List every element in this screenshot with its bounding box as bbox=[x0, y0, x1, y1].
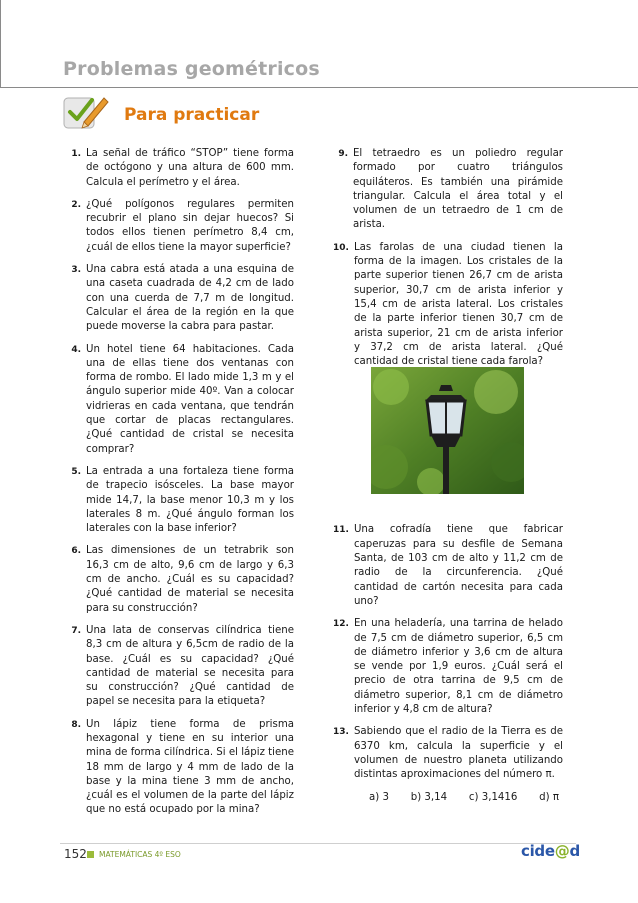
problem-text: Una lata de conservas cilíndrica tiene 8,3 cm de altura y 6,5cm de radio de la base. ¿Cuál es su capacidad? ¿Qué cantidad de material se necesita para su construcción? ¿Qué cantidad de papel se necesita para la etiqueta? bbox=[86, 624, 294, 708]
problem-item bbox=[64, 198, 294, 255]
problem-text: Sabiendo que el radio de la Tierra es de 6370 km, calcula la superficie y el volumen de nuestro planeta utilizando distintas aproximaciones del número π. bbox=[353, 726, 563, 781]
brand-logo: cide@d bbox=[521, 842, 580, 860]
problem-item bbox=[64, 343, 294, 457]
problem-number: 10. bbox=[333, 242, 349, 253]
problem-number: 9. bbox=[338, 149, 348, 159]
problem-number: 13. bbox=[333, 727, 349, 738]
problem-number: 6. bbox=[71, 546, 81, 557]
problem-number: 5. bbox=[71, 466, 81, 477]
pi-option: d) π bbox=[539, 791, 559, 803]
problem-text: La entrada a una fortaleza tiene forma de trapecio isósceles. La base mayor mide 14,7, la base menor 10,3 m y los laterales 8 m. ¿Qué ángulo forman los laterales con la base inferior? bbox=[86, 465, 294, 535]
footer-square-icon bbox=[87, 851, 94, 858]
problem-item bbox=[333, 617, 563, 717]
problem-text: Un hotel tiene 64 habitaciones. Cada una de ellas tiene dos ventanas con forma de rombo. El lado mide 1,3 m y el ángulo superior mide 40º. Van a colocar vidrieras en cada ventana, que tendrán que cortar de placas rectangulares. ¿Qué cantidad de cristal se necesita comprar? bbox=[86, 343, 294, 455]
problem-number: 12. bbox=[333, 619, 349, 630]
problem-number: 7. bbox=[71, 625, 81, 636]
problem-text: ¿Qué polígonos regulares permiten recubrir el plano sin dejar huecos? Si todos ellos tienen perímetro 8,4 cm, ¿cuál de ellos tiene la mayor superficie? bbox=[86, 198, 294, 253]
problem-text: El tetraedro es un poliedro regular formado por cuatro triángulos equiláteros. Es también una pirámide triangular. Calcula el área total y el volumen de un tetraedro de 1 cm de arista. bbox=[353, 148, 563, 231]
pi-option: b) 3,14 bbox=[410, 791, 448, 803]
pencil-checklist-icon bbox=[62, 92, 110, 132]
problem-number: 1. bbox=[71, 149, 81, 159]
problem-item bbox=[64, 263, 294, 334]
problem-text: En una heladería, una tarrina de helado de 7,5 cm de diámetro superior, 6,5 cm de diámetro inferior y 3,6 cm de altura se vende por 1,9 euros. ¿Cuál será el precio de otra tarrina de 9,5 cm de diámetro superior, 8,1 cm de diámetro inferior y 4,8 cm de altura? bbox=[353, 618, 563, 716]
problem-item bbox=[64, 465, 294, 536]
pi-option: c) 3,1416 bbox=[468, 791, 518, 803]
problem-item bbox=[64, 147, 294, 190]
pi-option: a) 3 bbox=[369, 791, 389, 803]
problem-item bbox=[64, 624, 294, 710]
problems-left-column bbox=[64, 147, 294, 826]
problem-item bbox=[64, 718, 294, 818]
problem-item bbox=[333, 523, 563, 609]
problem-item bbox=[333, 147, 563, 233]
problem-number: 11. bbox=[333, 525, 349, 536]
street-lamp-photo bbox=[371, 367, 524, 494]
footer-subject: MATEMÁTICAS 4º ESO bbox=[99, 850, 181, 859]
problem-text: Las dimensiones de un tetrabrik son 16,3 cm de alto, 9,6 cm de largo y 6,3 cm de ancho. ¿Cuál es su capacidad? ¿Qué cantidad de material se necesita para su construcción? bbox=[86, 545, 294, 614]
pi-options bbox=[333, 791, 563, 805]
problem-item bbox=[64, 544, 294, 615]
problem-text: Una cofradía tiene que fabricar caperuzas para su desfile de Semana Santa, de 103 cm de alto y 11,2 cm de radio de la circunferencia. ¿Qué cantidad de cartón necesita para cada uno? bbox=[353, 524, 563, 607]
problem-text: La señal de tráfico “STOP” tiene forma de octógono y una altura de 600 mm. Calcula el perímetro y el área. bbox=[86, 148, 294, 188]
problem-text: Una cabra está atada a una esquina de una caseta cuadrada de 4,2 cm de lado con una cuerda de 7,7 m de longitud. Calcular el área de la región en la que puede moverse la cabra para pastar. bbox=[86, 264, 294, 333]
practice-title: Para practicar bbox=[124, 105, 260, 125]
problem-number: 3. bbox=[71, 265, 81, 276]
footer-divider bbox=[60, 843, 576, 844]
problem-text: Un lápiz tiene forma de prisma hexagonal y tiene en su interior una mina de forma cilíndrica. Si el lápiz tiene 18 mm de largo y 4 mm de lado de la base y la mina tiene 3 mm de ancho, ¿cuál es el volumen de la parte del lápiz que no está ocupado por la mina? bbox=[86, 718, 294, 816]
section-title: Problemas geométricos bbox=[63, 58, 320, 80]
problem-number: 2. bbox=[71, 199, 81, 210]
page-number: 152 bbox=[64, 847, 87, 861]
problem-number: 4. bbox=[71, 344, 81, 355]
problem-text: Las farolas de una ciudad tienen la forma de la imagen. Los cristales de la parte superior tienen 26,7 cm de arista superior, 30,7 cm de arista inferior y 15,4 cm de arista lateral. Los cristales de la parte inferior tienen 30,7 cm de arista superior, 21 cm de arista inferior y 37,2 cm de arista lateral. ¿Qué cantidad de cristal tiene cada farola? bbox=[353, 241, 563, 368]
problem-item bbox=[333, 725, 563, 782]
problem-number: 8. bbox=[71, 719, 81, 730]
problem-item bbox=[333, 241, 563, 370]
